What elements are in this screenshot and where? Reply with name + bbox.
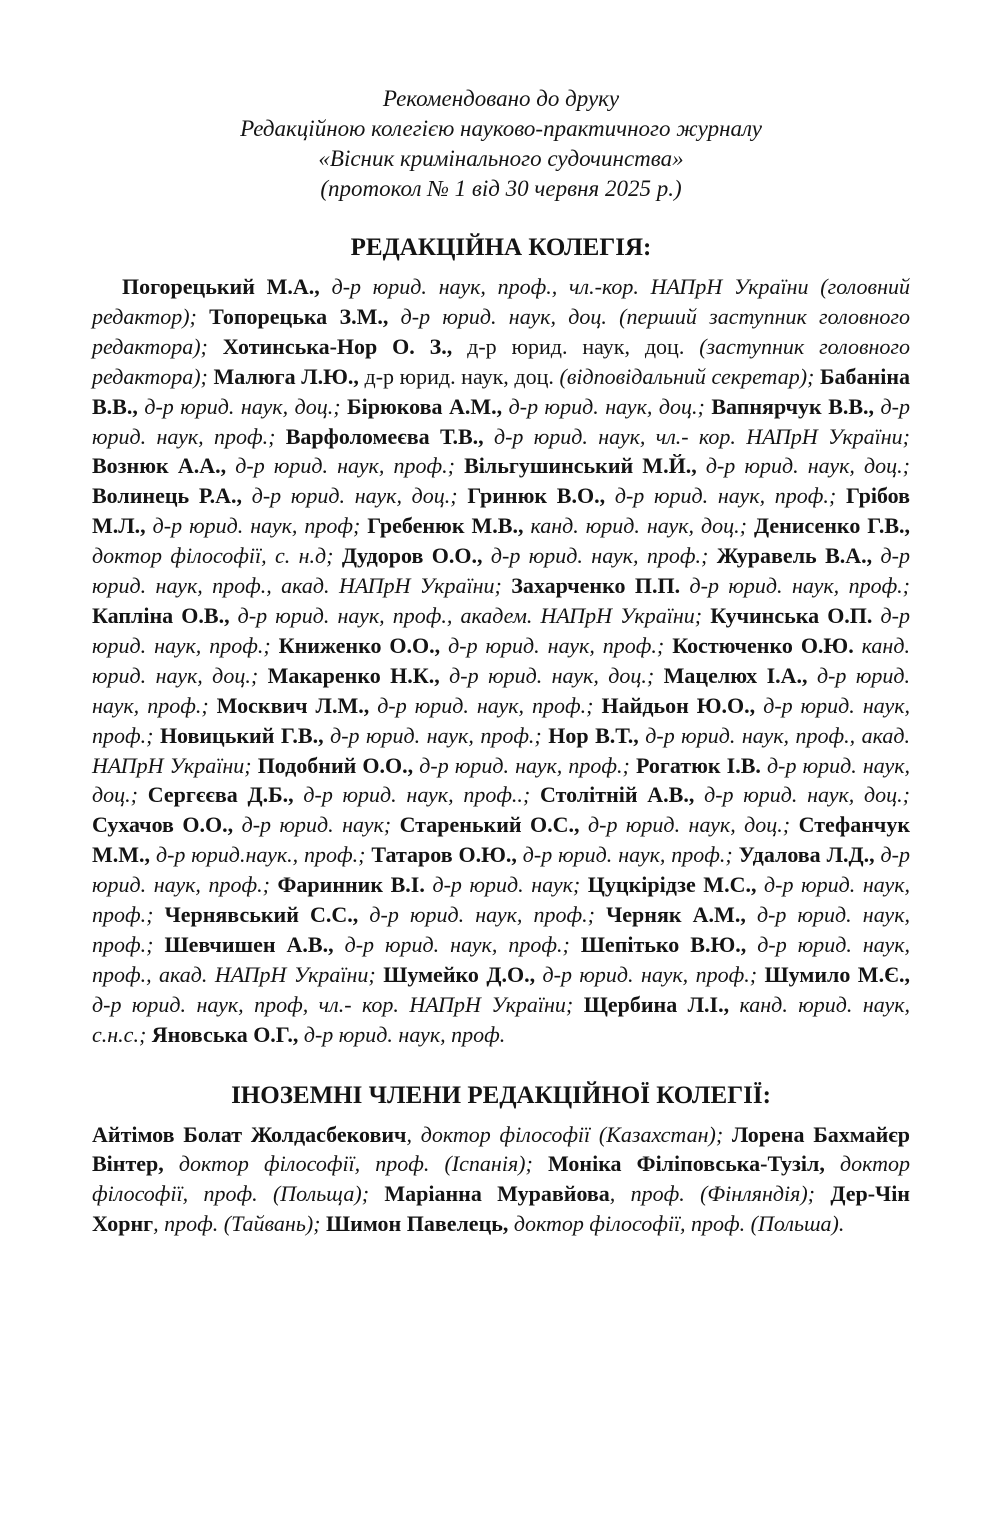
member-name: Варфоломеєва Т.В., [285,423,484,449]
foreign-members-paragraph [92,1120,910,1240]
member-credentials: д-р юрид. наук, проф, чл.- кор. НАПрН України; [92,991,584,1017]
member-credentials: (відповідальний секретар); [559,363,820,389]
member-credentials: д-р юрид. наук, проф.; [92,662,911,718]
member-name: Шимон Павелець, [326,1211,509,1237]
member-name: Новицький Г.В., [159,722,324,748]
member-name: Грібов М.Л., [92,483,910,539]
approval-line-1: Рекомендовано до друку [382,86,620,111]
member-name: Бабаніна В.В., [92,363,910,419]
member-credentials: д-р юрид. наук, доц.; [92,752,911,808]
member-credentials: д-р юрид. наук, проф.; [413,752,636,778]
member-credentials: д-р юрид. наук, доц. [358,363,560,389]
member-credentials: д-р юрид. наук, доц.; [241,483,468,509]
member-credentials: д-р юрид. наук, доц.; [696,453,911,479]
member-credentials: д-р юрид. наук, проф.; [92,842,910,898]
member-name: Бірюкова А.М., [347,393,503,419]
member-credentials: доктор філософії, проф. (Польша). [508,1211,845,1237]
member-credentials: д-р юрид. наук, доц.; [439,662,664,688]
member-credentials: д-р юрид. наук, проф.; [440,632,673,658]
member-credentials: д-р юрид. наук, проф..; [293,782,540,808]
member-credentials: , доктор філософії (Казахстан); [406,1121,732,1147]
member-credentials: д-р юрид. наук, проф.; [323,722,549,748]
member-credentials: д-р юрид. наук, проф.; [369,692,602,718]
member-name: Столітній А.В., [540,782,695,808]
member-name: Айтімов Болат Жолдасбекович [92,1121,407,1147]
member-credentials: д-р юрид. наук, проф.; [482,543,717,569]
member-credentials: д-р юрид. наук, проф., акад. НАПрН України; [92,722,910,778]
member-credentials: д-р юрид. наук, проф.; [333,931,581,957]
member-credentials: д-р юрид.наук., проф.; [150,842,372,868]
member-name: Погорецький М.А., [122,274,320,299]
member-name: Вознюк А.А., [92,453,227,479]
member-credentials: д-р юрид. наук, проф.; [226,453,465,479]
member-credentials: д-р юрид. наук; [233,812,400,838]
member-credentials: , проф. (Фінляндія); [609,1181,831,1207]
member-name: Гринюк В.О., [467,483,606,509]
member-credentials: д-р юрид. наук, доц.; [137,393,348,419]
member-name: Шевчишен А.В., [164,931,334,957]
member-name: Вапнярчук В.В., [711,393,875,419]
member-name: Шепітько В.Ю., [580,931,747,957]
member-credentials: доктор філософії, с. н.д; [92,543,342,569]
member-name: Дудоров О.О., [341,543,483,569]
member-credentials: д-р юрид. наук, проф.; [92,602,910,658]
member-credentials: д-р юрид. наук, проф., акад. НАПрН України; [92,931,911,987]
member-credentials: канд. юрид. наук, с.н.с.; [92,991,911,1047]
member-name: Сухачов О.О., [92,812,234,838]
approval-line-3: «Вісник кримінального судочинства» [318,146,684,171]
member-name: Мацелюх І.А., [663,662,808,688]
member-name: Шумило М.Є., [764,961,910,987]
member-credentials: д-р юрид. наук, проф.; [92,902,910,957]
member-credentials: доктор філософії, проф. (Польща); [92,1151,910,1207]
member-name: Найдьон Ю.О., [601,692,756,718]
member-credentials: д-р юрид. наук, проф. [298,1021,506,1047]
member-name: Захарченко П.П. [511,573,681,599]
member-credentials: д-р юрид. наук, проф.; [680,573,911,599]
member-name: Яновська О.Г., [151,1021,299,1047]
member-name: Макаренко Н.К., [267,662,440,688]
member-name: Хотинська-Нор О. З., [222,333,453,359]
member-name: Кучинська О.П. [710,602,873,628]
member-credentials: д-р юрид. наук, доц. [452,333,700,359]
member-credentials: д-р юрид. наук, проф.; [605,483,846,509]
member-credentials: д-р юрид. наук, проф.; [535,961,765,987]
member-name: Чернявський С.С., [164,902,359,928]
member-credentials: д-р юрид. наук, проф., чл.-кор. НАПрН України (головний редактор); [92,274,910,329]
member-name: Стефанчук М.М., [92,812,911,868]
member-name: Москвич Л.М., [216,692,370,718]
member-name: Шумейко Д.О., [383,961,536,987]
member-name: Топорецька З.М., [209,303,389,329]
member-credentials: , проф. (Тайвань); [153,1211,326,1237]
member-name: Вільгушинський М.Й., [464,453,697,479]
foreign-members-title: ІНОЗЕМНІ ЧЛЕНИ РЕДАКЦІЙНОЇ КОЛЕГІЇ: [231,1081,771,1109]
member-name: Маріанна Муравйова [384,1181,610,1207]
member-name: Татаров О.Ю., [371,842,517,868]
member-credentials: д-р юрид. наук; [424,872,588,898]
member-name: Удалова Л.Д., [738,842,875,868]
member-name: Денисенко Г.В., [753,513,910,539]
member-name: Журавель В.А., [716,543,873,569]
member-credentials: д-р юрид. наук, доц.; [694,782,910,808]
member-name: Костюченко О.Ю. [672,632,854,658]
approval-line-2: Редакційною колегією науково-практичного журналу [240,116,762,141]
member-name: Книженко О.О., [278,632,441,658]
member-name: Фаринник В.І. [277,872,425,898]
member-name: Рогатюк І.В. [635,752,761,778]
member-name: Цуцкірідзе М.С., [587,872,757,898]
member-name: Щербина Л.І., [583,991,730,1017]
approval-note [92,84,910,204]
member-credentials: д-р юрид. наук, доц.; [502,393,712,419]
member-name: Волинець Р.А., [92,483,242,509]
member-credentials: канд. юрид. наук, доц.; [523,513,754,539]
member-credentials: д-р юрид. наук, доц.; [579,812,799,838]
member-credentials: доктор філософії, проф. (Іспанія); [163,1151,548,1177]
member-credentials: д-р юрид. наук, чл.- кор. НАПрН України; [483,423,910,449]
member-name: Старенький О.С., [399,812,580,838]
member-name: Капліна О.В., [92,602,230,628]
member-name: Малюга Л.Ю., [213,363,359,389]
member-credentials: д-р юрид. наук, проф.; [92,872,910,928]
member-credentials: (заступник головного редактора); [92,333,911,389]
member-credentials: д-р юрид. наук, проф; [145,513,368,539]
member-credentials: д-р юрид. наук, проф.; [92,692,910,748]
member-credentials: канд. юрид. наук, доц.; [92,632,910,688]
member-credentials: д-р юрид. наук, проф.; [92,393,911,449]
approval-line-4: (протокол № 1 від 30 червня 2025 р.) [320,176,682,201]
member-credentials: д-р юрид. наук, проф.; [516,842,739,868]
member-name: Черняк А.М., [606,902,746,928]
editorial-board-title: РЕДАКЦІЙНА КОЛЕГІЯ: [350,234,652,261]
member-credentials: д-р юрид. наук, проф., акад. НАПрН України; [92,543,910,599]
member-name: Моніка Філіповська-Тузіл, [547,1151,825,1177]
member-name: Дер-Чін Хорнг [92,1181,910,1237]
member-name: Гребенюк М.В., [367,513,524,539]
editorial-board-paragraph [92,272,910,1050]
member-credentials: д-р юрид. наук, доц. (перший заступник головного редактора); [92,303,911,359]
member-name: Подобний О.О., [257,752,414,778]
member-name: Сергєєва Д.Б., [147,782,294,808]
member-name: Лорена Бахмайєр Вінтер, [92,1121,911,1177]
member-name: Нор В.Т., [548,722,639,748]
member-credentials: д-р юрид. наук, проф.; [358,902,607,928]
member-credentials: д-р юрид. наук, проф., академ. НАПрН України; [229,602,711,628]
